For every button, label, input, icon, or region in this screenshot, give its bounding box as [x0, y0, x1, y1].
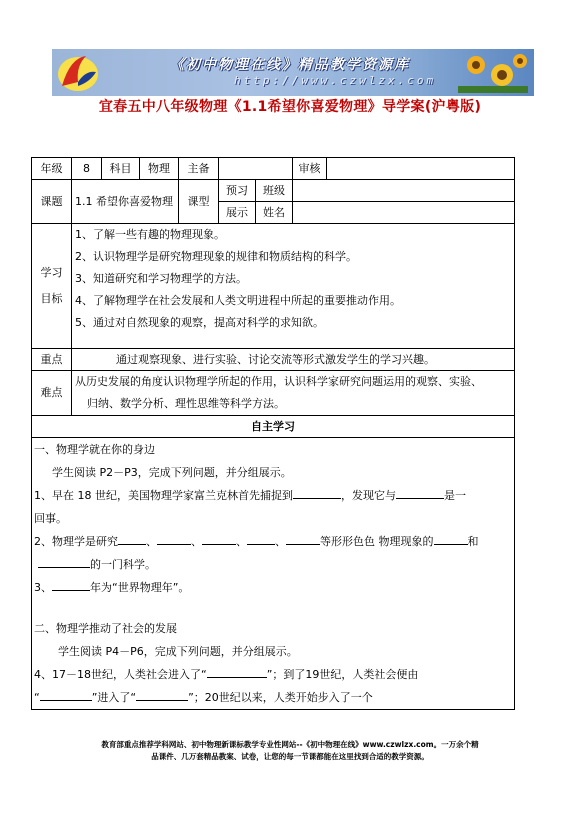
grade-value: 8: [72, 158, 102, 180]
site-logo-icon: [56, 52, 100, 93]
answer-blank[interactable]: [247, 531, 275, 545]
section2-heading: 二、物理学推动了社会的发展: [34, 622, 177, 635]
answer-blank[interactable]: [40, 687, 92, 701]
goal-item: 2、认识物理学是研究物理现象的规律和物质结构的科学。: [75, 250, 357, 263]
answer-blank[interactable]: [434, 531, 468, 545]
document-title: 宜春五中八年级物理《1.1希望你喜爱物理》导学案(沪粤版): [98, 99, 482, 115]
key-point-text: 通过观察现象、进行实验、讨论交流等形式激发学生的学习兴趣。: [72, 349, 515, 371]
difficulty-text: 从历史发展的角度认识物理学所起的作用，认识科学家研究问题运用的观察、实验、 归纳、数学分析、理性思维等科学方法。: [72, 371, 515, 416]
answer-blank[interactable]: [136, 687, 188, 701]
goal-item: 4、了解物理学在社会发展和人类文明进程中所起的重要推动作用。: [75, 294, 401, 307]
lead-teacher-label: 主备: [179, 158, 219, 180]
goal-item: 5、通过对自然现象的观察，提高对科学的求知欲。: [75, 316, 324, 329]
name-label: 姓名: [256, 202, 293, 224]
answer-blank[interactable]: [293, 485, 341, 499]
header-banner: [52, 49, 534, 96]
class-label: 班级: [256, 180, 293, 202]
self-study-header: 自主学习: [32, 416, 515, 438]
subject-label: 科目: [102, 158, 140, 180]
answer-blank[interactable]: [52, 577, 90, 591]
answer-blank[interactable]: [286, 531, 320, 545]
lead-teacher-value[interactable]: [219, 158, 293, 180]
subject-value: 物理: [140, 158, 179, 180]
topic-label: 课题: [32, 180, 72, 224]
review-value[interactable]: [327, 158, 515, 180]
answer-blank[interactable]: [207, 664, 267, 678]
question-4-cont: “ ”进入了“ ”；20世纪以来，人类开始步入了一个: [34, 686, 512, 709]
goal-item: 1、了解一些有趣的物理现象。: [75, 228, 225, 241]
page-footer: [30, 739, 550, 763]
question-2-cont: 的一门科学。: [34, 553, 512, 576]
section1-heading: 一、物理学就在你的身边: [34, 443, 155, 456]
sunflower-icon: [458, 53, 528, 93]
question-3: 3、 年为“世界物理年”。: [34, 576, 512, 599]
name-value[interactable]: [293, 202, 515, 224]
answer-blank[interactable]: [38, 554, 90, 568]
grade-label: 年级: [32, 158, 72, 180]
topic-value: 1.1 希望你喜爱物理: [72, 180, 179, 224]
lesson-type-label: 课型: [179, 180, 219, 224]
banner-url: http://www.czwlzx.com: [234, 74, 437, 87]
lesson-type-show: 展示: [219, 202, 256, 224]
difficulty-label: 难点: [32, 371, 72, 416]
section2-instruction: 学生阅读 P4－P6，完成下列问题，并分组展示。: [58, 645, 298, 658]
goals-label: 学习 目标: [32, 224, 72, 349]
worksheet-table: [31, 157, 515, 710]
footer-line-2: 品课件、几万套精品教案、试卷，让您的每一节课都能在这里找到合适的教学资源。: [151, 752, 429, 761]
goal-item: 3、知道研究和学习物理学的方法。: [75, 272, 247, 285]
answer-blank[interactable]: [118, 531, 146, 545]
question-4: 4、17－18世纪，人类社会进入了“ ”；到了19世纪，人类社会便由: [34, 663, 512, 686]
question-1-cont: 回事。: [34, 512, 67, 525]
question-2: 2、物理学是研究 、 、 、 、 等形形色色 物理现象的 和: [34, 530, 512, 553]
answer-blank[interactable]: [396, 485, 444, 499]
question-1: 1、早在 18 世纪，美国物理学家富兰克林首先捕捉到 ，发现它与 是一: [34, 484, 512, 507]
self-study-body: [32, 438, 515, 710]
review-label: 审核: [293, 158, 327, 180]
answer-blank[interactable]: [157, 531, 191, 545]
lesson-type-preview: 预习: [219, 180, 256, 202]
footer-line-1: 教育部重点推荐学科网站、初中物理新课标教学专业性网站--《初中物理在线》www.czwlzx.com。一万余个精: [101, 740, 479, 749]
key-point-label: 重点: [32, 349, 72, 371]
section1-instruction: 学生阅读 P2－P3，完成下列问题，并分组展示。: [52, 466, 292, 479]
banner-slogan: 《初中物理在线》精品教学资源库: [170, 57, 410, 73]
class-value[interactable]: [293, 180, 515, 202]
learning-goals: [72, 224, 515, 349]
answer-blank[interactable]: [202, 531, 236, 545]
